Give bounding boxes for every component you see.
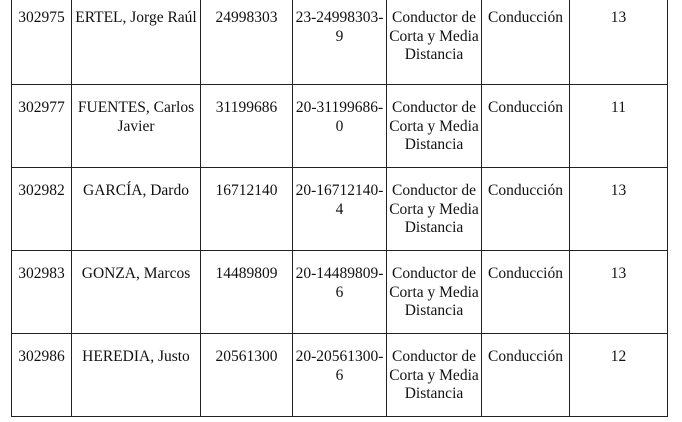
- cuil-cell: 20-20561300-6: [293, 334, 387, 417]
- table-row: [12, 0, 668, 85]
- cuil-cell: 20-14489809-6: [293, 251, 387, 334]
- role-cell: Conductor de Corta y Media Distancia: [387, 251, 482, 334]
- area-cell: Conducción: [482, 85, 570, 168]
- legajo-cell: 302975: [12, 0, 72, 85]
- role-cell: Conductor de Corta y Media Distancia: [387, 85, 482, 168]
- number-cell: 13: [570, 168, 668, 251]
- number-cell: 13: [570, 251, 668, 334]
- dni-cell: 31199686: [201, 85, 293, 168]
- role-cell: Conductor de Corta y Media Distancia: [387, 0, 482, 85]
- table-row: [12, 334, 668, 417]
- area-cell: Conducción: [482, 334, 570, 417]
- legajo-cell: 302986: [12, 334, 72, 417]
- number-cell: 11: [570, 85, 668, 168]
- table-row: [12, 85, 668, 168]
- cuil-cell: 20-16712140-4: [293, 168, 387, 251]
- legajo-cell: 302977: [12, 85, 72, 168]
- cuil-cell: 23-24998303-9: [293, 0, 387, 85]
- number-cell: 13: [570, 0, 668, 85]
- role-cell: Conductor de Corta y Media Distancia: [387, 334, 482, 417]
- cuil-cell: 20-31199686-0: [293, 85, 387, 168]
- dni-cell: 24998303: [201, 0, 293, 85]
- dni-cell: 20561300: [201, 334, 293, 417]
- name-cell: GONZA, Marcos: [72, 251, 201, 334]
- name-cell: GARCÍA, Dardo: [72, 168, 201, 251]
- name-cell: ERTEL, Jorge Raúl: [72, 0, 201, 85]
- personnel-table: [11, 0, 668, 417]
- area-cell: Conducción: [482, 0, 570, 85]
- area-cell: Conducción: [482, 251, 570, 334]
- area-cell: Conducción: [482, 168, 570, 251]
- dni-cell: 16712140: [201, 168, 293, 251]
- legajo-cell: 302982: [12, 168, 72, 251]
- table-row: [12, 168, 668, 251]
- role-cell: Conductor de Corta y Media Distancia: [387, 168, 482, 251]
- legajo-cell: 302983: [12, 251, 72, 334]
- name-cell: FUENTES, Carlos Javier: [72, 85, 201, 168]
- name-cell: HEREDIA, Justo: [72, 334, 201, 417]
- dni-cell: 14489809: [201, 251, 293, 334]
- table-row: [12, 251, 668, 334]
- number-cell: 12: [570, 334, 668, 417]
